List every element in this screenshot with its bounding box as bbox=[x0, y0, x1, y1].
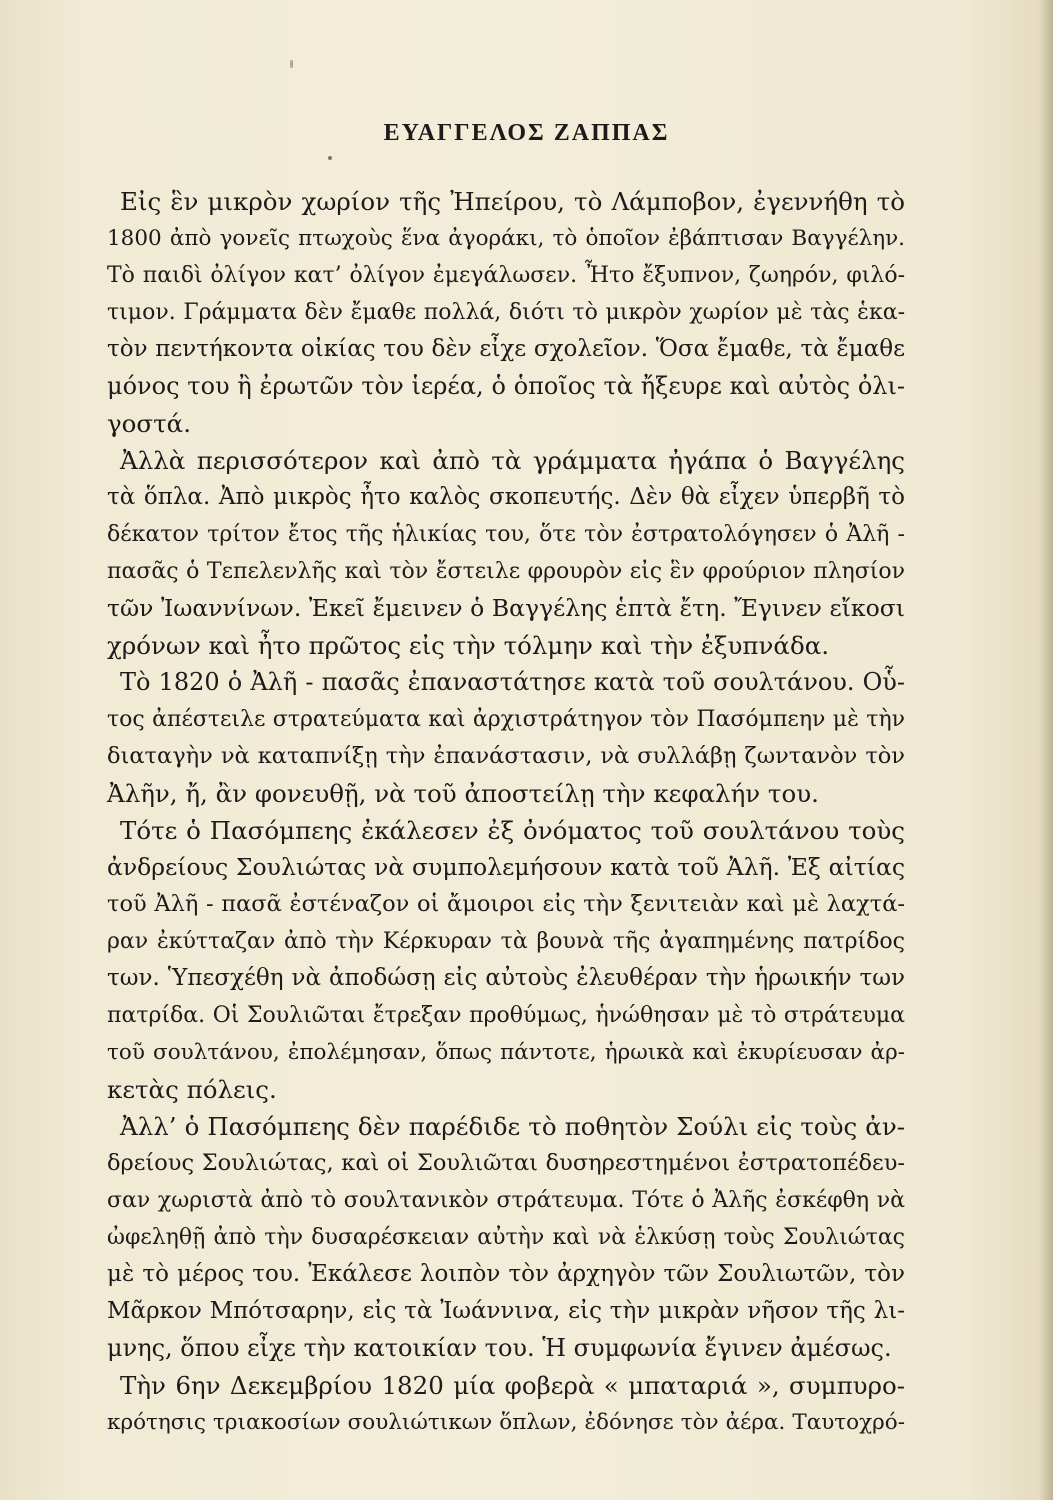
text-line: Εἰς ἓν μικρὸν χωρίον τῆς Ἠπείρου, τὸ Λάμποβον, ἐγεννήθη τὸ bbox=[120, 187, 905, 216]
text-line: τος ἀπέστειλε στρατεύματα καὶ ἀρχιστράτηγον τὸν Πασόμπεην μὲ τὴν bbox=[107, 707, 905, 732]
text-line: χρόνων καὶ ἦτο πρῶτος εἰς τὴν τόλμην καὶ τὴν ἐξυπνάδα. bbox=[107, 631, 830, 660]
text-line: πασᾶς ὁ Τεπελενλῆς καὶ τὸν ἔστειλε φρουρὸν εἰς ἓν φρούριον πλησίον bbox=[107, 559, 905, 584]
text-line: κρότησις τριακοσίων σουλιώτικων ὅπλων, ἐδόνησε τὸν ἀέρα. Ταυτοχρό- bbox=[107, 1410, 905, 1435]
text-line: σαν χωριστὰ ἀπὸ τὸ σουλτανικὸν στράτευμα. Τότε ὁ Ἀλῆς ἐσκέφθη νὰ bbox=[107, 1188, 905, 1213]
ink-speck bbox=[328, 156, 332, 160]
text-line: τῶν Ἰωαννίνων. Ἐκεῖ ἔμεινεν ὁ Βαγγέλης ἑπτὰ ἔτη. Ἔγινεν εἴκοσι bbox=[107, 594, 905, 622]
text-line: ὠφεληθῇ ἀπὸ τὴν δυσαρέσκειαν αὐτὴν καὶ νὰ ἑλκύσῃ τοὺς Σουλιώτας bbox=[107, 1225, 905, 1250]
page-edge-shadow bbox=[1039, 0, 1053, 1500]
text-line: τιμον. Γράμματα δὲν ἔμαθε πολλά, διότι τὸ μικρὸν χωρίον μὲ τὰς ἑκα- bbox=[107, 300, 905, 325]
ink-speck bbox=[290, 60, 293, 68]
text-line: Ἀλῆν, ἤ, ἂν φονευθῇ, νὰ τοῦ ἀποστείλῃ τὴν κεφαλήν του. bbox=[107, 779, 819, 808]
text-line: διαταγὴν νὰ καταπνίξῃ τὴν ἐπανάστασιν, νὰ συλλάβῃ ζωντανὸν τὸν bbox=[107, 743, 905, 769]
text-line: Ἀλλὰ περισσότερον καὶ ἀπὸ τὰ γράμματα ἠγάπα ὁ Βαγγέλης bbox=[120, 446, 905, 475]
text-line: κετὰς πόλεις. bbox=[107, 1075, 277, 1104]
text-line: τὸν πεντήκοντα οἰκίας του δὲν εἶχε σχολεῖον. Ὅσα ἔμαθε, τὰ ἔμαθε bbox=[107, 336, 905, 362]
text-line: τὰ ὅπλα. Ἀπὸ μικρὸς ἦτο καλὸς σκοπευτής. Δὲν θὰ εἶχεν ὑπερβῆ τὸ bbox=[107, 484, 905, 510]
text-line: ραν ἐκύτταζαν ἀπὸ τὴν Κέρκυραν τὰ βουνὰ τῆς ἀγαπημένης πατρίδος bbox=[107, 929, 905, 954]
page-title: ΕΥΑΓΓΕΛΟΣ ΖΑΠΠΑΣ bbox=[383, 120, 670, 146]
text-line: των. Ὑπεσχέθη νὰ ἀποδώσῃ εἰς αὐτοὺς ἐλευθέραν τὴν ἡρωικήν των bbox=[107, 965, 905, 991]
text-line: Τὴν 6ην Δεκεμβρίου 1820 μία φοβερὰ « μπαταριά », συμπυρο- bbox=[120, 1371, 905, 1400]
text-line: δρείους Σουλιώτας, καὶ οἱ Σουλιῶται δυσηρεστημένοι ἐστρατοπέδευ- bbox=[107, 1150, 905, 1176]
text-line: 1800 ἀπὸ γονεῖς πτωχοὺς ἕνα ἀγοράκι, τὸ ὁποῖον ἐβάπτισαν Βαγγέλην. bbox=[107, 226, 905, 251]
text-line: μὲ τὸ μέρος του. Ἐκάλεσε λοιπὸν τὸν ἀρχηγὸν τῶν Σουλιωτῶν, τὸν bbox=[107, 1261, 905, 1287]
text-line: γοστά. bbox=[107, 409, 192, 438]
text-line: τοῦ σουλτάνου, ἐπολέμησαν, ὅπως πάντοτε, ἡρωικὰ καὶ ἐκυρίευσαν ἀρ- bbox=[107, 1040, 905, 1065]
body-text bbox=[107, 183, 905, 1441]
text-line: Τὸ παιδὶ ὀλίγον κατ’ ὀλίγον ἐμεγάλωσεν. Ἦτο ἔξυπνον, ζωηρόν, φιλό- bbox=[107, 263, 905, 288]
text-line: τοῦ Ἀλῆ - πασᾶ ἐστέναζον οἱ ἄμοιροι εἰς τὴν ξενιτειὰν καὶ μὲ λαχτά- bbox=[107, 891, 905, 917]
text-line: Τότε ὁ Πασόμπεης ἐκάλεσεν ἐξ ὀνόματος τοῦ σουλτάνου τοὺς bbox=[120, 816, 905, 845]
text-line: πατρίδα. Οἱ Σουλιῶται ἔτρεξαν προθύμως, ἡνώθησαν μὲ τὸ στράτευμα bbox=[107, 1003, 905, 1028]
text-line: δέκατον τρίτον ἔτος τῆς ἡλικίας του, ὅτε τὸν ἐστρατολόγησεν ὁ Ἀλῆ - bbox=[107, 522, 905, 547]
text-line: Τὸ 1820 ὁ Ἀλῆ - πασᾶς ἐπαναστάτησε κατὰ τοῦ σουλτάνου. Οὗ- bbox=[120, 668, 905, 696]
text-line: μόνος του ἢ ἐρωτῶν τὸν ἱερέα, ὁ ὁποῖος τὰ ἤξευρε καὶ αὐτὸς ὀλι- bbox=[107, 372, 905, 400]
text-line: μνης, ὅπου εἶχε τὴν κατοικίαν του. Ἡ συμφωνία ἔγινεν ἀμέσως. bbox=[107, 1334, 892, 1362]
text-line: Ἀλλ’ ὁ Πασόμπεης δὲν παρέδιδε τὸ ποθητὸν Σούλι εἰς τοὺς ἀν- bbox=[120, 1112, 905, 1141]
text-line: ἀνδρείους Σουλιώτας νὰ συμπολεμήσουν κατὰ τοῦ Ἀλῆ. Ἐξ αἰτίας bbox=[107, 853, 905, 881]
text-line: Μᾶρκον Μπότσαρην, εἰς τὰ Ἰωάννινα, εἰς τὴν μικρὰν νῆσον τῆς λι- bbox=[107, 1298, 905, 1324]
